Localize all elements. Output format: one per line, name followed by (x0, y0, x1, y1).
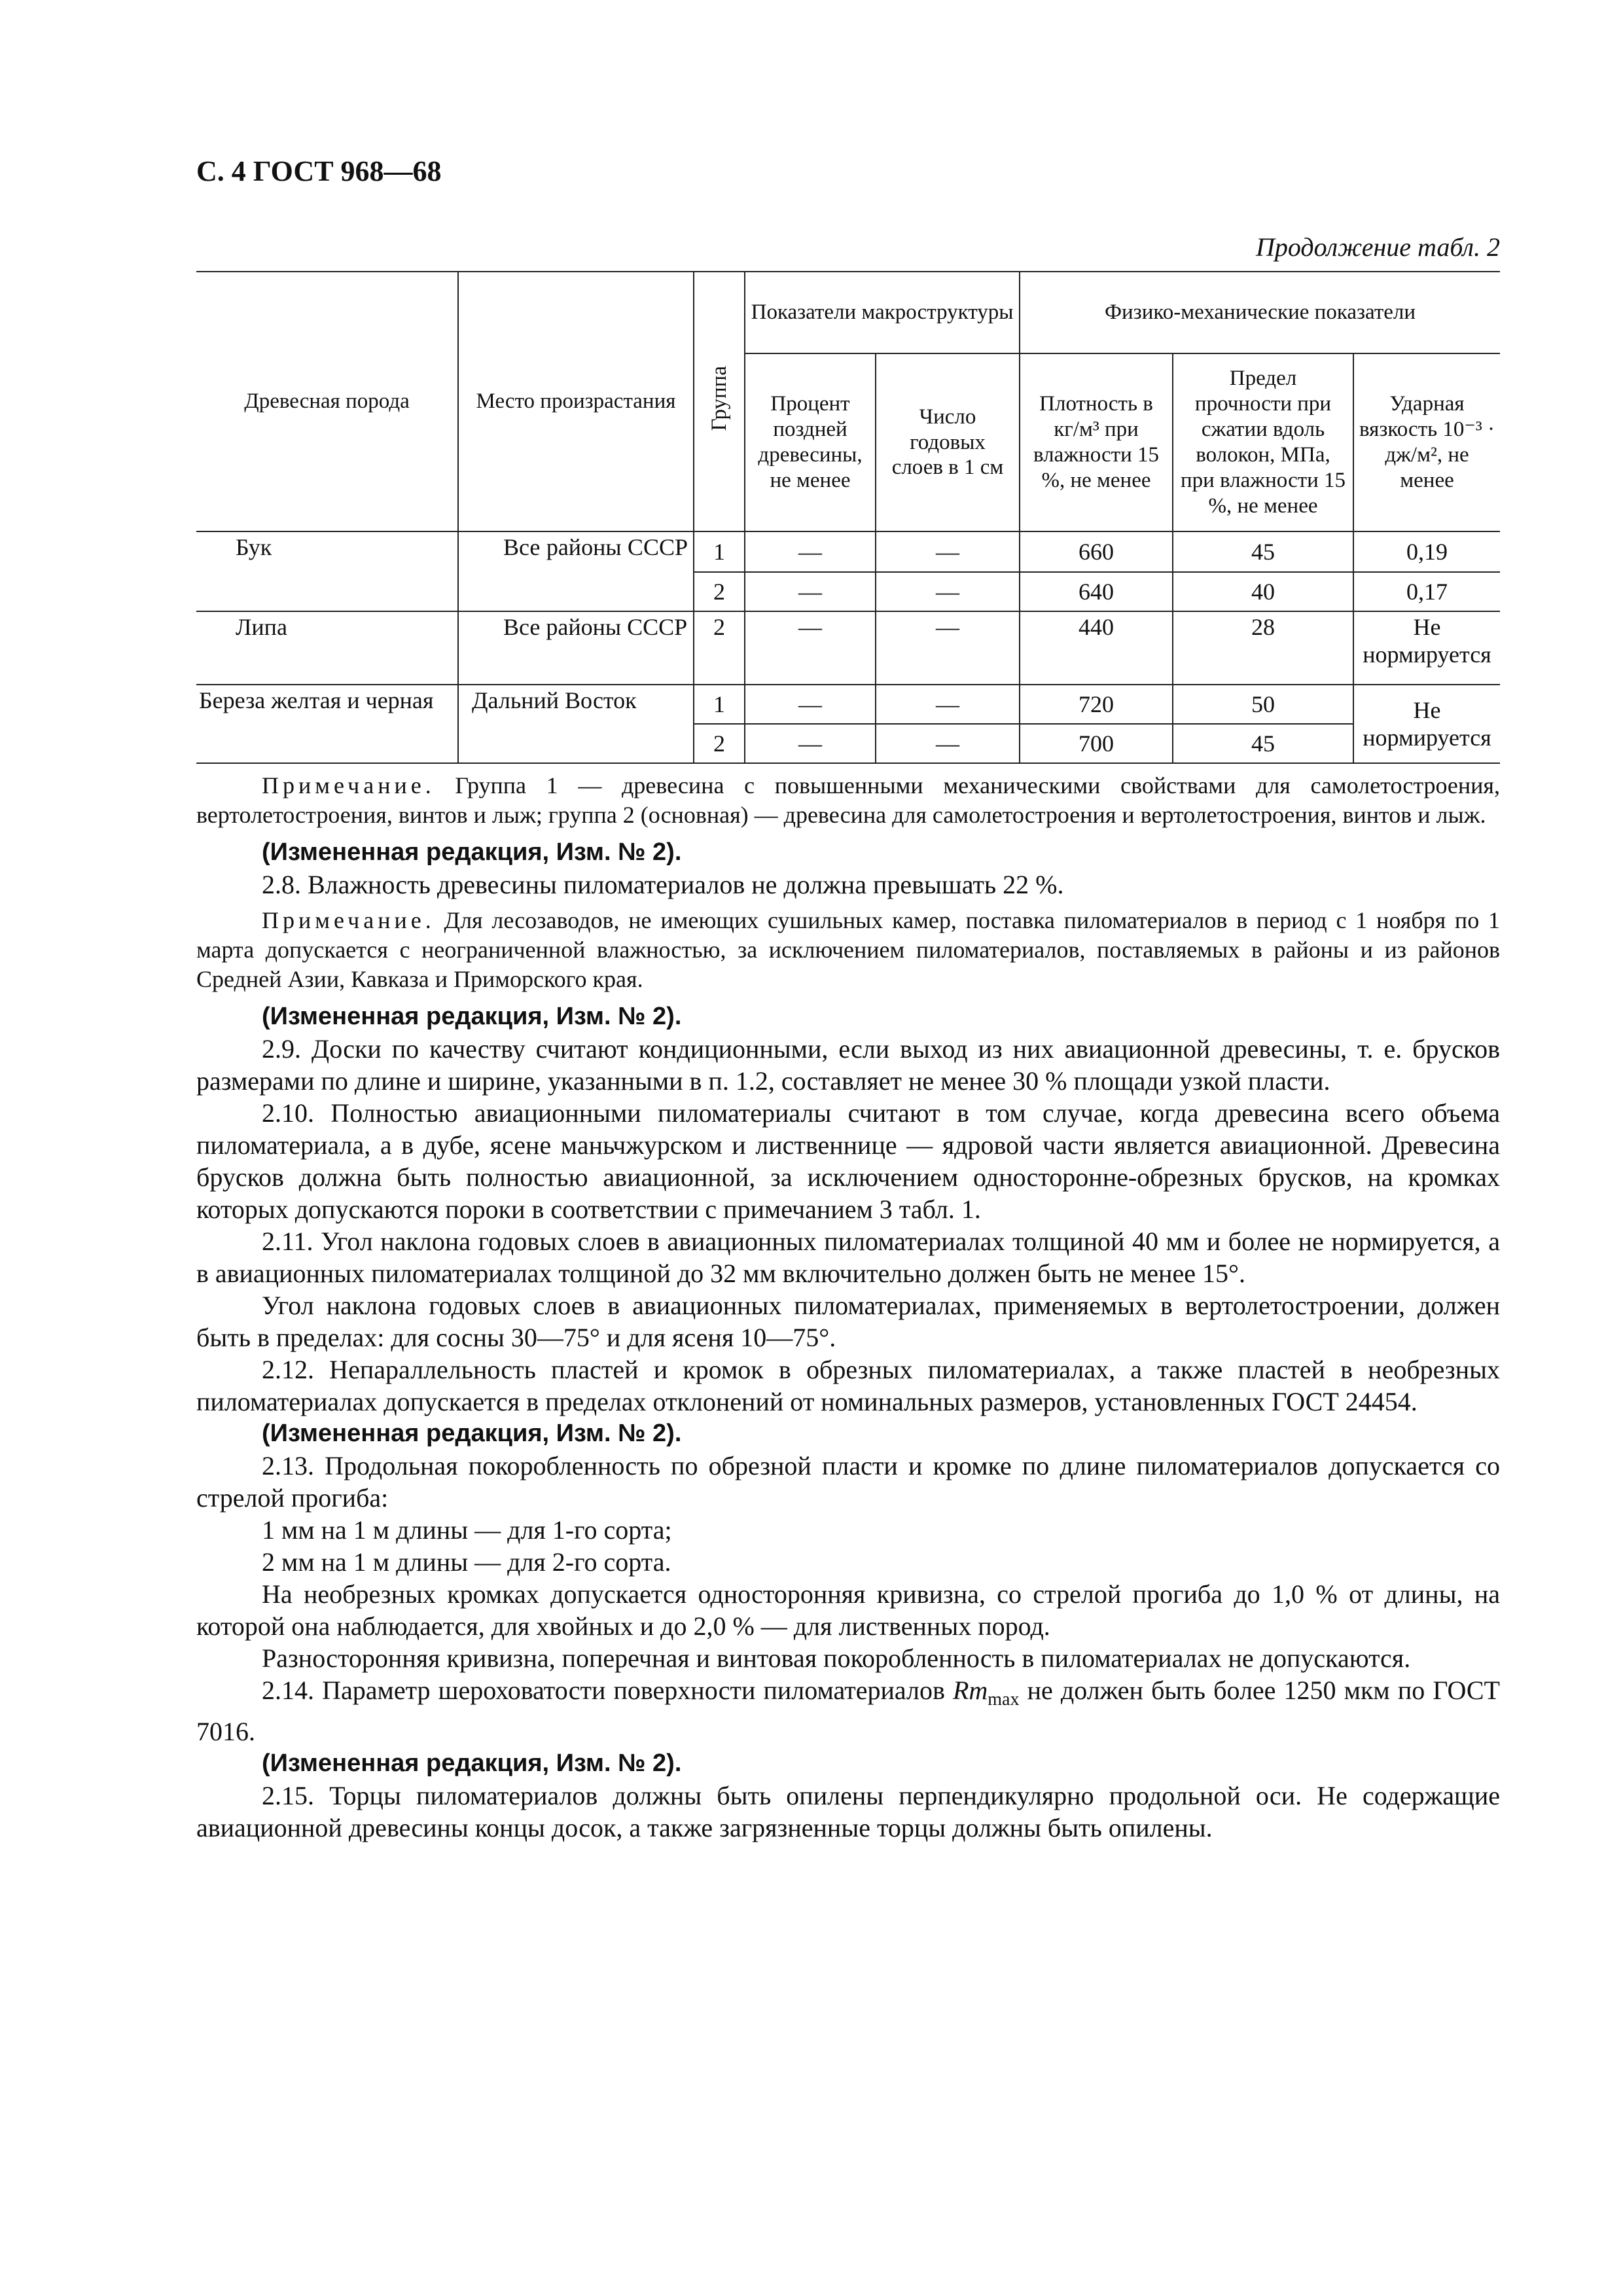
table-continuation-label: Продолжение табл. 2 (1255, 232, 1500, 262)
cell-rings: — (876, 611, 1020, 685)
changed-edition: (Измененная редакция, Изм. № 2). (262, 1420, 682, 1447)
properties-table (196, 271, 1500, 764)
note-2 (196, 906, 1500, 994)
cell-group: 1 (694, 531, 745, 572)
cell-group: 2 (694, 724, 745, 763)
note-text: Для лесозаводов, не имеющих сушильных камер, поставка пиломатериалов в период с 1 ноября по 1 марта допускается с неограниченной влажностью, за исключением пиломатериалов, поставляемых в районы и из районов Средней Азии, Кавказа и Приморского края. (196, 907, 1500, 992)
note-text: Группа 1 — древесина с повышенными механическими свойствами для самолетостроения, вертолетостроения, винтов и лыж; группа 2 (основная) — древесина для самолетостроения и вертолетостроения, винтов и лыж. (196, 772, 1500, 828)
cell-species: Береза желтая и черная (196, 685, 458, 763)
cell-group: 2 (694, 572, 745, 611)
col-header-rings: Число годовых слоев в 1 см (876, 353, 1020, 531)
clause-2-14 (196, 1674, 1500, 1748)
col-header-group (694, 272, 745, 531)
col-header-species: Древесная порода (196, 272, 458, 531)
col-header-late-wood: Процент поздней древесины, не менее (745, 353, 876, 531)
cell-rings: — (876, 685, 1020, 724)
changed-edition: (Измененная редакция, Изм. № 2). (262, 1003, 682, 1030)
cell-late: — (745, 685, 876, 724)
note-label: Примечание. (262, 772, 435, 798)
note-1 (196, 771, 1500, 830)
cell-species: Липа (196, 611, 458, 685)
clause-2-11: 2.11. Угол наклона годовых слоев в авиационных пиломатериалах толщиной 40 мм и более не нормируется, а в авиационных пиломатериалах толщиной до 32 мм включительно должен быть не менее 15°. (196, 1227, 1500, 1288)
clause-2-13: 2.13. Продольная покоробленность по обрезной пласти и кромке по длине пиломатериалов допускается со стрелой прогиба: (196, 1451, 1500, 1513)
clause-2-8: 2.8. Влажность древесины пиломатериалов не должна превышать 22 %. (262, 870, 1064, 899)
cell-density: 640 (1020, 572, 1173, 611)
changed-edition: (Измененная редакция, Изм. № 2). (262, 838, 682, 866)
page-header: С. 4 ГОСТ 968—68 (196, 155, 442, 187)
clause-2-12: 2.12. Непараллельность пластей и кромок в обрезных пиломатериалах, а также пластей в необрезных пиломатериалах допускается в пределах отклонений от номинальных размеров, установленных ГОСТ 24454. (196, 1355, 1500, 1416)
cell-density: 720 (1020, 685, 1173, 724)
body-text (196, 766, 1500, 1844)
col-header-impact: Ударная вязкость 10⁻³ · дж/м², не менее (1353, 353, 1500, 531)
clause-2-14-text-end: не должен быть более 1250 мкм по ГОСТ 7016. (196, 1676, 1500, 1746)
cell-group: 1 (694, 685, 745, 724)
col-header-macro: Показатели макроструктуры (745, 272, 1020, 353)
cell-strength: 28 (1173, 611, 1353, 685)
col-header-phys: Физико-механические показатели (1020, 272, 1500, 353)
rm-symbol: Rm (952, 1676, 988, 1705)
cell-rings: — (876, 572, 1020, 611)
cell-strength: 40 (1173, 572, 1353, 611)
cell-late: — (745, 572, 876, 611)
changed-edition: (Измененная редакция, Изм. № 2). (262, 1749, 682, 1777)
cell-strength: 50 (1173, 685, 1353, 724)
cell-late: — (745, 724, 876, 763)
table-row (196, 611, 1500, 685)
clause-2-9: 2.9. Доски по качеству считают кондиционными, если выход из них авиационной древесины, т. е. брусков размерами по длине и ширине, указанными в п. 1.2, составляет не менее 30 % площади узкой пласти. (196, 1034, 1500, 1096)
table-row (196, 685, 1500, 724)
cell-place: Все районы СССР (458, 531, 694, 611)
cell-impact: 0,17 (1353, 572, 1500, 611)
col-header-place: Место произрастания (458, 272, 694, 531)
cell-group: 2 (694, 611, 745, 685)
col-header-strength: Предел прочности при сжатии вдоль волокон, МПа, при влажности 15 %, не менее (1173, 353, 1353, 531)
clause-2-14-text: 2.14. Параметр шероховатости поверхности пиломатериалов (262, 1676, 953, 1705)
clause-2-11-b: Угол наклона годовых слоев в авиационных пиломатериалах, применяемых в вертолетостроении, должен быть в пределах: для сосны 30—75° и для ясеня 10—75°. (196, 1291, 1500, 1352)
cell-density: 660 (1020, 531, 1173, 572)
col-header-group-text: Группа (707, 365, 731, 431)
clause-2-13-b: 2 мм на 1 м длины — для 2-го сорта. (262, 1547, 671, 1577)
cell-strength: 45 (1173, 724, 1353, 763)
clause-2-13-d: Разносторонняя кривизна, поперечная и винтовая покоробленность в пиломатериалах не допускаются. (262, 1643, 1411, 1673)
clause-2-13-c: На необрезных кромках допускается односторонняя кривизна, со стрелой прогиба до 1,0 % от длины, на которой она наблюдается, для хвойных и до 2,0 % — для лиственных пород. (196, 1579, 1500, 1641)
cell-species: Бук (196, 531, 458, 611)
cell-late: — (745, 611, 876, 685)
cell-rings: — (876, 724, 1020, 763)
clause-2-15: 2.15. Торцы пиломатериалов должны быть опилены перпендикулярно продольной оси. Не содержащие авиационной древесины концы досок, а также загрязненные торцы должны быть опилены. (196, 1781, 1500, 1842)
note-label: Примечание. (262, 907, 435, 933)
col-header-density: Плотность в кг/м³ при влажности 15 %, не менее (1020, 353, 1173, 531)
cell-place: Все районы СССР (458, 611, 694, 685)
cell-rings: — (876, 531, 1020, 572)
clause-2-10: 2.10. Полностью авиационными пиломатериалы считают в том случае, когда древесина всего объема пиломатериала, а в дубе, ясене маньчжурском и лиственнице — ядровой части является авиационной. Древесина брусков должна быть полностью авиационной, за исключением односторонне-обрезных брусков, на кромках которых допускаются пороки в соответствии с примечанием 3 табл. 1. (196, 1098, 1500, 1224)
cell-density: 700 (1020, 724, 1173, 763)
cell-late: — (745, 531, 876, 572)
cell-impact: Не нормируется (1353, 685, 1500, 763)
table-row (196, 531, 1500, 572)
cell-place: Дальний Восток (458, 685, 694, 763)
cell-impact: 0,19 (1353, 531, 1500, 572)
clause-2-13-a: 1 мм на 1 м длины — для 1-го сорта; (262, 1515, 672, 1545)
cell-density: 440 (1020, 611, 1173, 685)
cell-strength: 45 (1173, 531, 1353, 572)
rm-subscript: max (988, 1689, 1020, 1710)
cell-impact: Не нормируется (1353, 611, 1500, 685)
